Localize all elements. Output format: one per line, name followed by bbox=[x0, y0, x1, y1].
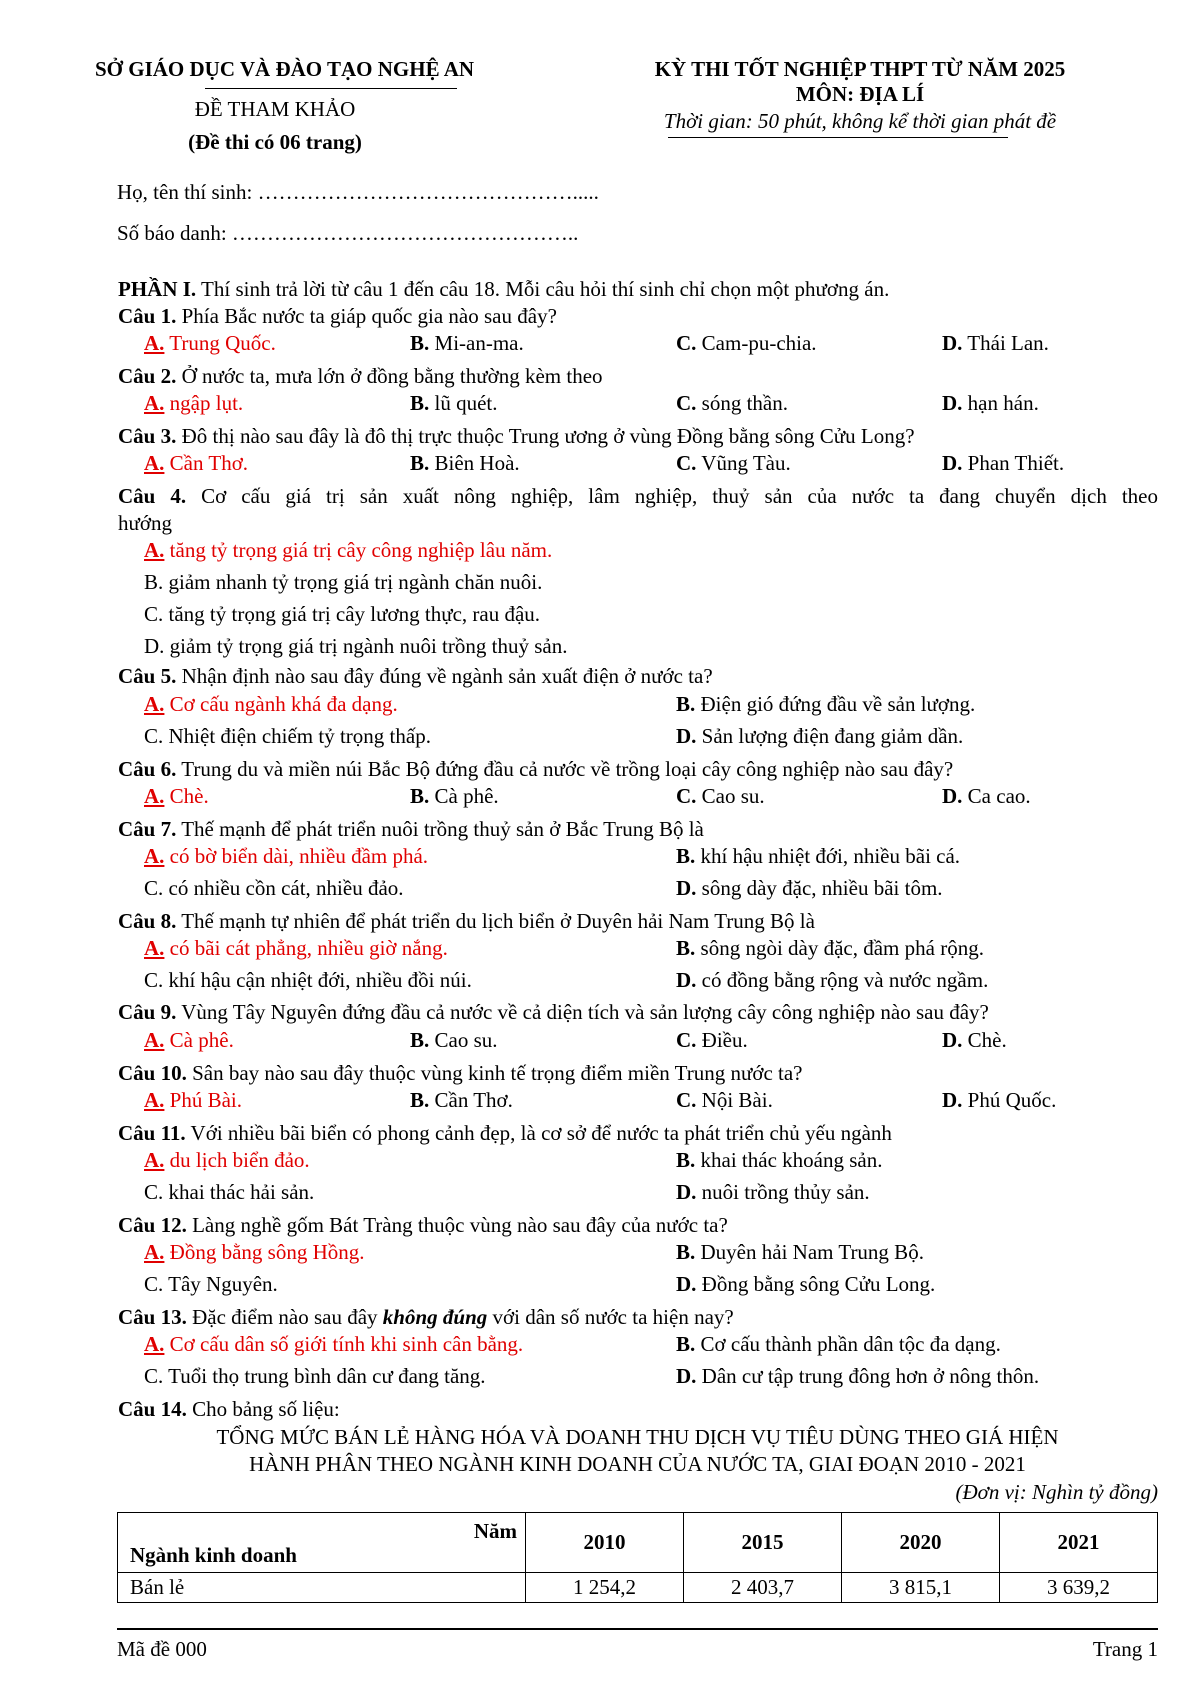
table-title-line2: HÀNH PHÂN THEO NGÀNH KINH DOANH CỦA NƯỚC TA, GIAI ĐOẠN 2010 - 2021 bbox=[249, 1452, 1026, 1476]
footer-code: Mã đề 000 bbox=[117, 1637, 207, 1661]
option-a[interactable] bbox=[144, 1240, 365, 1265]
table-row bbox=[118, 1573, 1158, 1603]
option-text: Phú Quốc. bbox=[962, 1088, 1057, 1112]
header-org: SỞ GIÁO DỤC VÀ ĐÀO TẠO NGHỆ AN bbox=[95, 57, 475, 81]
option-letter: A. bbox=[144, 1088, 165, 1112]
question-text: Vùng Tây Nguyên đứng đầu cả nước về cả diện tích và sản lượng cây công nghiệp nào sau đây? bbox=[176, 1000, 989, 1024]
option-text: khai thác khoáng sản. bbox=[695, 1148, 883, 1172]
option-letter: B. bbox=[676, 1240, 696, 1264]
option-letter: C. bbox=[144, 968, 164, 992]
option-text: Nhiệt điện chiếm tỷ trọng thấp. bbox=[163, 724, 431, 748]
option-letter: D. bbox=[942, 784, 963, 808]
option-letter: B. bbox=[410, 784, 430, 808]
option-letter: D. bbox=[942, 451, 963, 475]
option-text: Chè. bbox=[164, 784, 209, 808]
table-cell: 2 403,7 bbox=[684, 1573, 842, 1603]
option-d[interactable] bbox=[676, 1272, 935, 1297]
header-subject: MÔN: ĐỊA LÍ bbox=[795, 82, 925, 106]
option-letter: D. bbox=[676, 1180, 697, 1204]
option-letter: D. bbox=[676, 724, 697, 748]
footer-divider bbox=[117, 1628, 1158, 1630]
option-letter: A. bbox=[144, 331, 165, 355]
option-text: Dân cư tập trung đông hơn ở nông thôn. bbox=[696, 1364, 1040, 1388]
option-letter: C. bbox=[144, 1364, 164, 1388]
option-letter: D. bbox=[676, 1272, 697, 1296]
option-d[interactable] bbox=[942, 331, 1049, 356]
option-letter: C. bbox=[676, 784, 697, 808]
option-b[interactable] bbox=[410, 1028, 498, 1053]
option-text: Thái Lan. bbox=[962, 331, 1049, 355]
table-year-header: 2015 bbox=[684, 1513, 842, 1573]
table-year-header: 2010 bbox=[526, 1513, 684, 1573]
table-year-header: 2020 bbox=[842, 1513, 1000, 1573]
table-cell: 3 639,2 bbox=[1000, 1573, 1158, 1603]
question-text: Ở nước ta, mưa lớn ở đồng bằng thường kèm theo bbox=[176, 364, 603, 388]
question-num: Câu 14. bbox=[118, 1397, 187, 1421]
question-13 bbox=[118, 1305, 1158, 1330]
question-num: Câu 1. bbox=[118, 304, 177, 328]
option-d[interactable] bbox=[942, 784, 1031, 809]
table-corner-cell bbox=[118, 1513, 526, 1573]
option-a[interactable] bbox=[144, 844, 428, 869]
table-year-header: 2021 bbox=[1000, 1513, 1158, 1573]
option-letter: B. bbox=[410, 391, 430, 415]
option-text: Duyên hải Nam Trung Bộ. bbox=[695, 1240, 924, 1264]
option-a[interactable] bbox=[144, 1148, 310, 1173]
option-letter: A. bbox=[144, 1148, 165, 1172]
header-type: ĐỀ THAM KHẢO bbox=[194, 97, 356, 121]
option-letter: B. bbox=[410, 1028, 430, 1052]
option-text: Sản lượng điện đang giảm dần. bbox=[696, 724, 964, 748]
option-text: có bờ biển dài, nhiều đầm phá. bbox=[164, 844, 429, 868]
question-4-cont: hướng bbox=[118, 511, 172, 535]
option-text: Cam-pu-chia. bbox=[696, 331, 817, 355]
option-letter: A. bbox=[144, 692, 165, 716]
question-num: Câu 5. bbox=[118, 664, 177, 688]
option-letter: C. bbox=[676, 1028, 697, 1052]
option-text: Vũng Tàu. bbox=[696, 451, 791, 475]
option-letter: D. bbox=[676, 876, 697, 900]
part1-text: Thí sinh trả lời từ câu 1 đến câu 18. Mỗi câu hỏi thí sinh chỉ chọn một phương án. bbox=[196, 277, 890, 301]
option-text: sóng thần. bbox=[696, 391, 788, 415]
option-text: Đồng bằng sông Hồng. bbox=[164, 1240, 365, 1264]
option-letter: C. bbox=[676, 331, 697, 355]
option-d[interactable] bbox=[942, 451, 1064, 476]
option-text: Mi-an-ma. bbox=[429, 331, 524, 355]
question-5 bbox=[118, 664, 1158, 689]
option-text: khí hậu cận nhiệt đới, nhiều đồi núi. bbox=[163, 968, 472, 992]
option-letter: A. bbox=[144, 784, 165, 808]
option-c[interactable] bbox=[676, 1088, 773, 1113]
question-text: với dân số nước ta hiện nay? bbox=[487, 1305, 734, 1329]
option-letter: B. bbox=[676, 936, 696, 960]
option-c[interactable] bbox=[144, 724, 431, 749]
option-text: Phan Thiết. bbox=[962, 451, 1065, 475]
option-a[interactable] bbox=[144, 538, 552, 563]
option-d[interactable] bbox=[676, 1364, 1039, 1389]
option-text: tăng tỷ trọng giá trị cây lương thực, rau đậu. bbox=[163, 602, 541, 626]
option-a[interactable] bbox=[144, 391, 243, 416]
option-a[interactable] bbox=[144, 692, 398, 717]
option-letter: C. bbox=[144, 1272, 164, 1296]
option-letter: B. bbox=[676, 1332, 696, 1356]
option-c[interactable] bbox=[676, 331, 817, 356]
option-b[interactable] bbox=[410, 331, 524, 356]
option-text: khai thác hải sản. bbox=[163, 1180, 315, 1204]
question-1 bbox=[118, 304, 1158, 329]
option-letter: D. bbox=[676, 968, 697, 992]
option-letter: C. bbox=[144, 1180, 164, 1204]
option-text: Cần Thơ. bbox=[429, 1088, 513, 1112]
option-text: Cà phê. bbox=[429, 784, 499, 808]
option-d[interactable] bbox=[942, 1028, 1007, 1053]
part1-instruction bbox=[118, 277, 1158, 302]
option-text: có đồng bằng rộng và nước ngầm. bbox=[696, 968, 989, 992]
option-letter: C. bbox=[676, 451, 697, 475]
option-text: có bãi cát phẳng, nhiều giờ nắng. bbox=[164, 936, 448, 960]
table-cell: 1 254,2 bbox=[526, 1573, 684, 1603]
option-letter: D. bbox=[942, 1028, 963, 1052]
question-12 bbox=[118, 1213, 1158, 1238]
question-3 bbox=[118, 424, 1158, 449]
question-num: Câu 13. bbox=[118, 1305, 187, 1329]
option-letter: C. bbox=[144, 602, 164, 626]
option-letter: A. bbox=[144, 451, 165, 475]
option-b[interactable] bbox=[676, 936, 984, 961]
question-num: Câu 6. bbox=[118, 757, 177, 781]
option-text: Cơ cấu thành phần dân tộc đa dạng. bbox=[695, 1332, 1001, 1356]
option-letter: B. bbox=[676, 844, 696, 868]
question-text: Cho bảng số liệu: bbox=[186, 1397, 340, 1421]
corner-sector-label: Ngành kinh doanh bbox=[130, 1543, 297, 1567]
option-text: Cần Thơ. bbox=[164, 451, 249, 475]
option-b[interactable] bbox=[676, 844, 960, 869]
question-num: Câu 8. bbox=[118, 909, 177, 933]
option-text: lũ quét. bbox=[429, 391, 498, 415]
option-b[interactable] bbox=[410, 1088, 513, 1113]
option-a[interactable] bbox=[144, 331, 276, 356]
option-c[interactable] bbox=[144, 1272, 278, 1297]
option-letter: A. bbox=[144, 844, 165, 868]
question-emphasis: không đúng bbox=[382, 1305, 488, 1329]
option-letter: A. bbox=[144, 936, 165, 960]
option-text: giảm tỷ trọng giá trị ngành nuôi trồng thuỷ sản. bbox=[164, 634, 568, 658]
question-text: Với nhiều bãi biển có phong cảnh đẹp, là cơ sở để nước ta phát triển chủ yếu ngành bbox=[185, 1121, 892, 1145]
option-letter: C. bbox=[676, 1088, 697, 1112]
question-text: Thế mạnh để phát triển nuôi trồng thuỷ sản ở Bắc Trung Bộ là bbox=[176, 817, 704, 841]
option-text: Nội Bài. bbox=[696, 1088, 773, 1112]
table-header-row bbox=[118, 1513, 1158, 1573]
option-a[interactable] bbox=[144, 936, 448, 961]
option-text: Điều. bbox=[696, 1028, 748, 1052]
option-b[interactable] bbox=[676, 1240, 924, 1265]
question-10 bbox=[118, 1061, 1158, 1086]
option-text: Tuổi thọ trung bình dân cư đang tăng. bbox=[163, 1364, 486, 1388]
option-a[interactable] bbox=[144, 1028, 234, 1053]
question-text: Đô thị nào sau đây là đô thị trực thuộc Trung ương ở vùng Đồng bằng sông Cửu Long? bbox=[176, 424, 915, 448]
option-b[interactable] bbox=[410, 391, 498, 416]
option-b[interactable] bbox=[144, 570, 542, 595]
question-text: Trung du và miền núi Bắc Bộ đứng đầu cả nước về trồng loại cây công nghiệp nào sau đây? bbox=[176, 757, 954, 781]
table-title-line1: TỔNG MỨC BÁN LẺ HÀNG HÓA VÀ DOANH THU DỊCH VỤ TIÊU DÙNG THEO GIÁ HIỆN bbox=[216, 1425, 1059, 1449]
option-d[interactable] bbox=[676, 1180, 870, 1205]
option-letter: B. bbox=[676, 692, 696, 716]
option-d[interactable] bbox=[942, 1088, 1056, 1113]
option-c[interactable] bbox=[676, 451, 791, 476]
option-b[interactable] bbox=[676, 1148, 882, 1173]
question-num: Câu 2. bbox=[118, 364, 177, 388]
option-text: Phú Bài. bbox=[164, 1088, 243, 1112]
option-d[interactable] bbox=[144, 634, 567, 659]
question-4 bbox=[118, 484, 1158, 509]
question-num: Câu 3. bbox=[118, 424, 177, 448]
option-letter: A. bbox=[144, 1028, 165, 1052]
question-7 bbox=[118, 817, 1158, 842]
option-text: Biên Hoà. bbox=[429, 451, 520, 475]
option-letter: D. bbox=[144, 634, 165, 658]
option-text: Cao su. bbox=[429, 1028, 498, 1052]
option-letter: B. bbox=[410, 1088, 430, 1112]
option-text: Chè. bbox=[962, 1028, 1007, 1052]
option-text: Ca cao. bbox=[962, 784, 1031, 808]
data-table bbox=[117, 1512, 1158, 1603]
option-text: Cao su. bbox=[696, 784, 765, 808]
option-letter: B. bbox=[676, 1148, 696, 1172]
question-6 bbox=[118, 757, 1158, 782]
question-num: Câu 12. bbox=[118, 1213, 187, 1237]
question-9 bbox=[118, 1000, 1158, 1025]
question-num: Câu 7. bbox=[118, 817, 177, 841]
table-cell: 3 815,1 bbox=[842, 1573, 1000, 1603]
option-letter: D. bbox=[942, 331, 963, 355]
table-unit: (Đơn vị: Nghìn tỷ đồng) bbox=[955, 1480, 1158, 1504]
table-row-label: Bán lẻ bbox=[118, 1573, 526, 1603]
option-letter: A. bbox=[144, 538, 165, 562]
option-text: tăng tỷ trọng giá trị cây công nghiệp lâu năm. bbox=[164, 538, 553, 562]
question-11 bbox=[118, 1121, 1158, 1146]
option-a[interactable] bbox=[144, 784, 209, 809]
option-text: Cơ cấu ngành khá đa dạng. bbox=[164, 692, 398, 716]
option-d[interactable] bbox=[676, 724, 963, 749]
header-time: Thời gian: 50 phút, không kể thời gian phát đề bbox=[663, 109, 1057, 133]
option-a[interactable] bbox=[144, 1088, 242, 1113]
option-b[interactable] bbox=[676, 1332, 1001, 1357]
option-letter: A. bbox=[144, 1332, 165, 1356]
question-num: Câu 4. bbox=[118, 484, 187, 508]
option-d[interactable] bbox=[942, 391, 1039, 416]
option-b[interactable] bbox=[410, 784, 499, 809]
option-letter: B. bbox=[410, 451, 430, 475]
option-text: Cơ cấu dân số giới tính khi sinh cân bằng. bbox=[164, 1332, 524, 1356]
option-letter: B. bbox=[410, 331, 430, 355]
option-text: giảm nhanh tỷ trọng giá trị ngành chăn nuôi. bbox=[163, 570, 543, 594]
footer-page: Trang 1 bbox=[1092, 1637, 1158, 1661]
question-text: Phía Bắc nước ta giáp quốc gia nào sau đây? bbox=[176, 304, 557, 328]
question-text: Cơ cấu giá trị sản xuất nông nghiệp, lâm nghiệp, thuỷ sản của nước ta đang chuyển dịch theo bbox=[186, 484, 1158, 508]
option-c[interactable] bbox=[144, 968, 472, 993]
option-c[interactable] bbox=[144, 602, 540, 627]
option-d[interactable] bbox=[676, 968, 988, 993]
option-c[interactable] bbox=[144, 1364, 486, 1389]
option-text: sông ngòi dày đặc, đầm phá rộng. bbox=[695, 936, 984, 960]
option-text: Trung Quốc. bbox=[164, 331, 276, 355]
candidate-id-line: Số báo danh: ………………………………………….. bbox=[117, 221, 579, 245]
question-text: Làng nghề gốm Bát Tràng thuộc vùng nào sau đây của nước ta? bbox=[186, 1213, 728, 1237]
option-c[interactable] bbox=[676, 784, 765, 809]
option-letter: A. bbox=[144, 1240, 165, 1264]
header-pages: (Đề thi có 06 trang) bbox=[188, 130, 362, 154]
option-letter: B. bbox=[144, 570, 164, 594]
header-exam: KỲ THI TỐT NGHIỆP THPT TỪ NĂM 2025 bbox=[654, 57, 1066, 81]
option-c[interactable] bbox=[676, 1028, 748, 1053]
option-letter: A. bbox=[144, 391, 165, 415]
question-num: Câu 10. bbox=[118, 1061, 187, 1085]
option-text: Cà phê. bbox=[164, 1028, 234, 1052]
option-text: Đồng bằng sông Cửu Long. bbox=[696, 1272, 936, 1296]
header-time-underline bbox=[668, 137, 1008, 138]
option-text: có nhiều cồn cát, nhiều đảo. bbox=[163, 876, 404, 900]
option-text: khí hậu nhiệt đới, nhiều bãi cá. bbox=[695, 844, 961, 868]
option-letter: D. bbox=[942, 1088, 963, 1112]
option-text: nuôi trồng thủy sản. bbox=[696, 1180, 870, 1204]
question-8 bbox=[118, 909, 1158, 934]
question-14 bbox=[118, 1397, 1158, 1422]
corner-year-label: Năm bbox=[473, 1519, 517, 1543]
candidate-name-line: Họ, tên thí sinh: ………………………………………..... bbox=[117, 180, 599, 204]
header-org-underline bbox=[205, 88, 457, 89]
question-text: Thế mạnh tự nhiên để phát triển du lịch biển ở Duyên hải Nam Trung Bộ là bbox=[176, 909, 815, 933]
option-letter: C. bbox=[144, 724, 164, 748]
option-d[interactable] bbox=[676, 876, 943, 901]
option-text: Tây Nguyên. bbox=[163, 1272, 278, 1296]
option-letter: D. bbox=[676, 1364, 697, 1388]
question-text: Sân bay nào sau đây thuộc vùng kinh tế trọng điểm miền Trung nước ta? bbox=[186, 1061, 803, 1085]
option-c[interactable] bbox=[144, 1180, 314, 1205]
option-c[interactable] bbox=[144, 876, 404, 901]
question-text: Đặc điểm nào sau đây bbox=[186, 1305, 383, 1329]
option-b[interactable] bbox=[676, 692, 975, 717]
option-a[interactable] bbox=[144, 451, 248, 476]
option-letter: C. bbox=[676, 391, 697, 415]
option-text: ngập lụt. bbox=[164, 391, 244, 415]
option-text: Điện gió đứng đầu về sản lượng. bbox=[695, 692, 976, 716]
question-2 bbox=[118, 364, 1158, 389]
option-text: hạn hán. bbox=[962, 391, 1039, 415]
option-c[interactable] bbox=[676, 391, 788, 416]
option-letter: D. bbox=[942, 391, 963, 415]
option-text: sông dày đặc, nhiều bãi tôm. bbox=[696, 876, 943, 900]
part1-label: PHẦN I. bbox=[118, 277, 197, 301]
option-b[interactable] bbox=[410, 451, 520, 476]
option-letter: C. bbox=[144, 876, 164, 900]
question-text: Nhận định nào sau đây đúng về ngành sản xuất điện ở nước ta? bbox=[176, 664, 713, 688]
option-a[interactable] bbox=[144, 1332, 523, 1357]
question-num: Câu 11. bbox=[118, 1121, 186, 1145]
option-text: du lịch biển đảo. bbox=[164, 1148, 310, 1172]
question-num: Câu 9. bbox=[118, 1000, 177, 1024]
